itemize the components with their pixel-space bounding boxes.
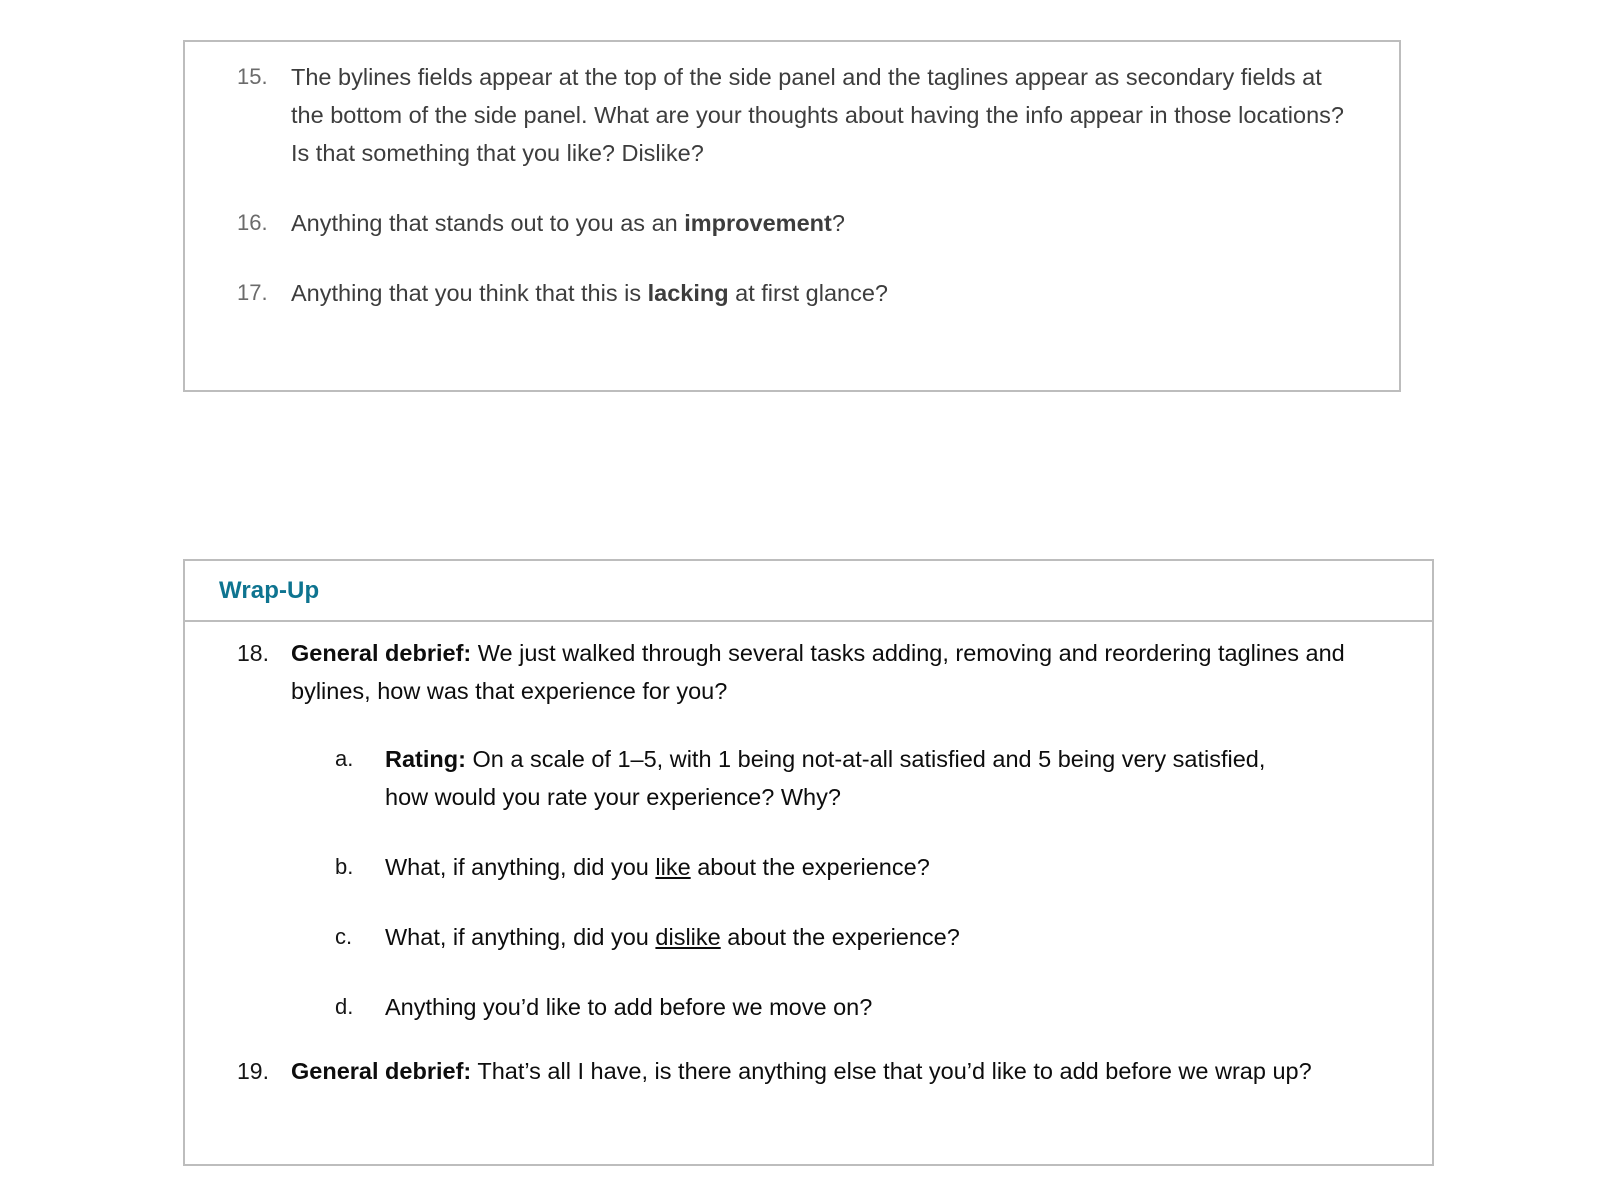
subquestion-marker-b: b. bbox=[335, 853, 354, 879]
wrapup-box bbox=[183, 559, 1434, 1166]
subquestion-text-a bbox=[385, 746, 1265, 810]
wrapup-question-list bbox=[185, 634, 1432, 1090]
subquestion-item-b bbox=[291, 848, 1386, 886]
subquestion-item-d bbox=[291, 988, 1386, 1026]
question-number-18: 18. bbox=[237, 639, 269, 666]
subquestion-c-underline: dislike bbox=[655, 923, 721, 950]
subquestion-item-c bbox=[291, 918, 1386, 956]
question-number-19: 19. bbox=[237, 1057, 269, 1084]
question-18-body: We just walked through several tasks adding, removing and reordering taglines and bylines, how was that experience for you? bbox=[291, 639, 1345, 704]
subquestion-item-a bbox=[291, 740, 1386, 816]
subquestion-marker-a: a. bbox=[335, 745, 354, 771]
wrapup-subquestion-list bbox=[291, 740, 1386, 1026]
subquestion-d-lead: Anything you’d like to add before we move on? bbox=[385, 993, 873, 1020]
question-19-body: That’s all I have, is there anything else that you’d like to add before we wrap up? bbox=[471, 1057, 1312, 1084]
question-17-lead: Anything that you think that this is bbox=[291, 280, 648, 306]
wrapup-title: Wrap-Up bbox=[219, 577, 320, 604]
questions-box-body bbox=[185, 42, 1399, 312]
wrapup-section-header bbox=[185, 561, 1432, 622]
question-item-15 bbox=[185, 58, 1399, 172]
subquestion-b-tail: about the experience? bbox=[690, 853, 930, 880]
question-number-17: 17. bbox=[237, 280, 268, 305]
question-17-emphasis: lacking bbox=[647, 280, 729, 306]
subquestion-b-underline: like bbox=[655, 853, 691, 880]
subquestion-a-label: Rating: bbox=[385, 745, 466, 772]
question-item-18 bbox=[185, 634, 1432, 1026]
question-text-16 bbox=[291, 210, 845, 236]
question-16-tail: ? bbox=[831, 210, 845, 236]
question-18-label: General debrief: bbox=[291, 639, 472, 666]
subquestion-marker-d: d. bbox=[335, 993, 354, 1019]
question-number-16: 16. bbox=[237, 210, 268, 235]
questions-continuation-box bbox=[183, 40, 1401, 392]
question-list bbox=[185, 58, 1399, 312]
question-text-15: The bylines fields appear at the top of the side panel and the taglines appear as secondary fields at the bottom of the side panel. What are your thoughts about having the info appear in those locations? Is that something that you like? Dislike? bbox=[291, 64, 1344, 166]
question-16-lead: Anything that stands out to you as an bbox=[291, 210, 685, 236]
question-item-16 bbox=[185, 204, 1399, 242]
subquestion-b-lead: What, if anything, did you bbox=[385, 853, 656, 880]
subquestion-text-c bbox=[385, 924, 960, 950]
question-text-19 bbox=[291, 1058, 1312, 1084]
subquestion-c-lead: What, if anything, did you bbox=[385, 923, 656, 950]
question-item-19 bbox=[185, 1052, 1432, 1090]
question-19-label: General debrief: bbox=[291, 1057, 472, 1084]
subquestion-text-b bbox=[385, 854, 930, 880]
subquestion-text-d bbox=[385, 994, 872, 1020]
subquestion-a-body: On a scale of 1–5, with 1 being not-at-all satisfied and 5 being very satisfied, how would you rate your experience? Why? bbox=[385, 745, 1266, 810]
question-17-tail: at first glance? bbox=[728, 280, 888, 306]
wrapup-box-body bbox=[185, 622, 1432, 1090]
subquestion-c-tail: about the experience? bbox=[720, 923, 960, 950]
question-number-15: 15. bbox=[237, 64, 268, 89]
subquestion-marker-c: c. bbox=[335, 923, 353, 949]
question-text-17 bbox=[291, 280, 888, 306]
question-text-18 bbox=[291, 640, 1345, 704]
question-16-emphasis: improvement bbox=[684, 210, 832, 236]
question-item-17 bbox=[185, 274, 1399, 312]
